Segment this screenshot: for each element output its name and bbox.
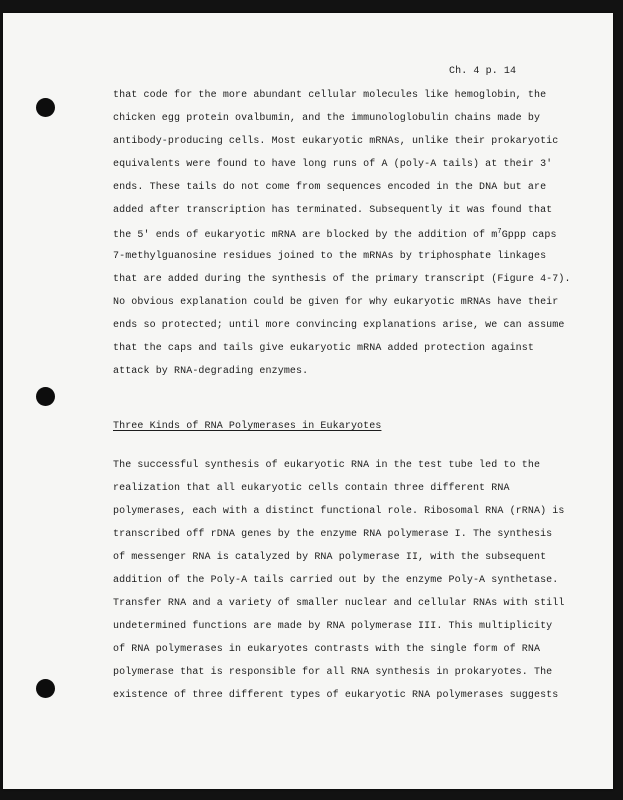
paragraph-1-line: No obvious explanation could be given for why eukaryotic mRNAs have their <box>113 297 559 308</box>
paragraph-1-line: ends. These tails do not come from sequences encoded in the DNA but are <box>113 182 547 193</box>
paragraph-2-line: polymerase that is responsible for all RNA synthesis in prokaryotes. The <box>113 667 553 678</box>
paragraph-1-line: attack by RNA-degrading enzymes. <box>113 366 309 377</box>
line-suffix: Gppp caps <box>501 230 557 241</box>
paragraph-1-line: ends so protected; until more convincing explanations arise, we can assume <box>113 320 565 331</box>
paragraph-2 <box>113 460 565 720</box>
paragraph-1-line: antibody-producing cells. Most eukaryotic mRNAs, unlike their prokaryotic <box>113 136 559 147</box>
paragraph-1-line: that the caps and tails give eukaryotic mRNA added protection against <box>113 343 534 354</box>
paragraph-2-line: existence of three different types of eukaryotic RNA polymerases suggests <box>113 690 559 701</box>
paragraph-2-line: of RNA polymerases in eukaryotes contrasts with the single form of RNA <box>113 644 541 655</box>
paragraph-1-line: that are added during the synthesis of the primary transcript (Figure 4-7). <box>113 274 571 285</box>
superscript: 7 <box>497 228 502 236</box>
paragraph-2-line: transcribed off rDNA genes by the enzyme RNA polymerase I. The synthesis <box>113 529 553 540</box>
paragraph-2-line: addition of the Poly-A tails carried out by the enzyme Poly-A synthetase. <box>113 575 559 586</box>
paragraph-1-line: 7-methylguanosine residues joined to the mRNAs by triphosphate linkages <box>113 251 547 262</box>
paragraph-2-line: The successful synthesis of eukaryotic RNA in the test tube led to the <box>113 460 541 471</box>
line-text: the 5' ends of eukaryotic mRNA are blocked by the addition of m <box>113 230 498 241</box>
paragraph-1-line: equivalents were found to have long runs of A (poly-A tails) at their 3' <box>113 159 553 170</box>
punch-hole-bottom <box>36 679 55 698</box>
paragraph-2-line: of messenger RNA is catalyzed by RNA polymerase II, with the subsequent <box>113 552 547 563</box>
paragraph-1-line: chicken egg protein ovalbumin, and the immunologlobulin chains made by <box>113 113 541 124</box>
section-heading: Three Kinds of RNA Polymerases in Eukaryotes <box>113 421 382 432</box>
paragraph-1-line: that code for the more abundant cellular molecules like hemoglobin, the <box>113 90 547 101</box>
document-page <box>3 13 613 789</box>
punch-hole-top <box>36 98 55 117</box>
paragraph-1 <box>113 90 571 390</box>
punch-hole-middle <box>36 387 55 406</box>
paragraph-2-line: polymerases, each with a distinct functional role. Ribosomal RNA (rRNA) is <box>113 506 565 517</box>
paragraph-2-line: undetermined functions are made by RNA polymerase III. This multiplicity <box>113 621 553 632</box>
page-number: Ch. 4 p. 14 <box>449 66 517 77</box>
paragraph-2-line: realization that all eukaryotic cells contain three different RNA <box>113 483 510 494</box>
paragraph-1-line-with-superscript <box>113 228 557 241</box>
paragraph-1-line: added after transcription has terminated. Subsequently it was found that <box>113 205 553 216</box>
paragraph-2-line: Transfer RNA and a variety of smaller nuclear and cellular RNAs with still <box>113 598 565 609</box>
